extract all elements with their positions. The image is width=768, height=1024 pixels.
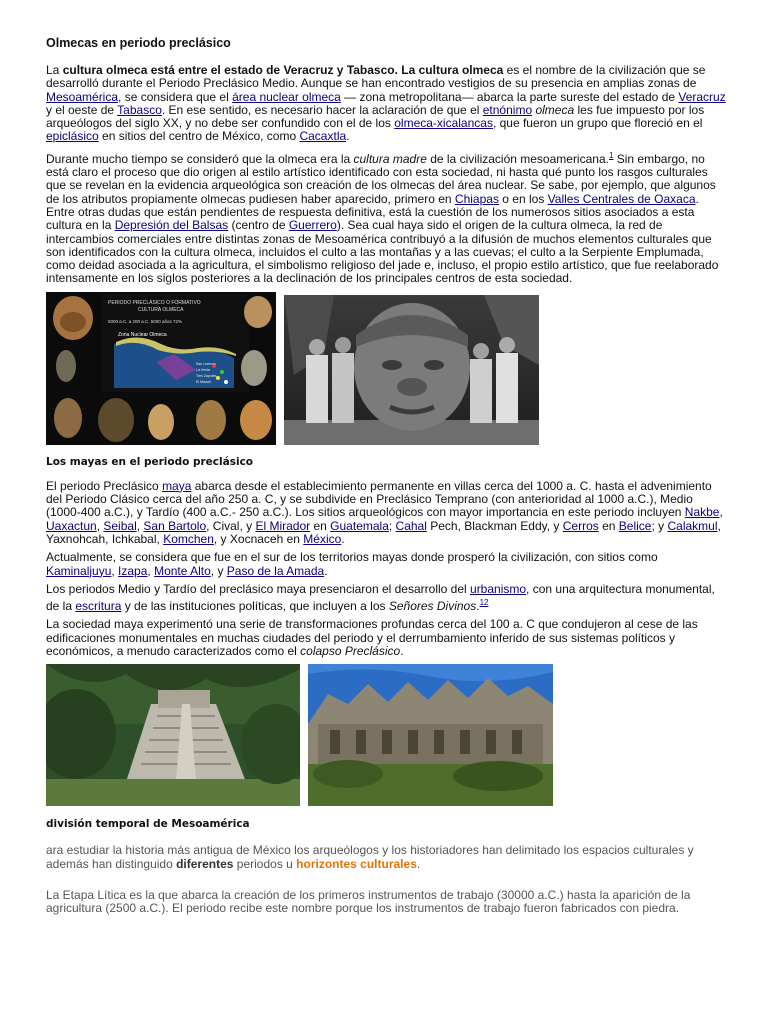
footnote-link[interactable]: 12 [479,598,489,608]
text: . [341,531,345,546]
paragraph-maya-urbanismo [46,583,726,614]
map-subtitle: CULTURA OLMECA [138,306,184,313]
paragraph-maya-preclasico [46,480,726,546]
link-kaminaljuyu[interactable]: Kaminaljuyu [46,563,112,578]
text: La [46,63,63,77]
text: en [310,518,331,533]
link-guatemala[interactable]: Guatemala [330,518,389,533]
text: de la civilización mesoamericana. [426,151,609,166]
subheading-mayas: Los mayas en el periodo preclásico [46,455,254,468]
text: (centro de [228,218,289,233]
link-area-nuclear-olmeca[interactable]: área nuclear olmeca [232,89,341,104]
text: Los periodos Medio y Tardío del preclásico maya presenciaron el desarrollo del [46,581,471,596]
text: , y [210,563,227,578]
text: , con una arquitectura monumental, de la [46,581,715,614]
text: ). Sea cual haya sido el origen de la cultura olmeca, la red de intercambios comerciales entre distintas zonas de Mesoamérica contribuyó a la difusión de muchos elementos culturales que son identificados con la cultura olmeca, incluidos el culto a las montañas y a las cuevas; el culto a la Serpiente Emplumada, como deidad asociada a la agricultura, el simbolismo religioso del jade e, incluso, el propio estilo artístico, que fue reelaborado intensamente en los siglos posteriores a la declinación de los principales centros de esta sociedad. [46,218,719,286]
text: , Yaxnohcah, Ichkabal, [46,518,721,546]
text: . En ese sentido, es necesario hacer la aclaración de que el [161,102,483,117]
text: , [719,505,723,520]
text: Actualmente, se considera que fue en el sur de los territorios mayas donde prosperó la civilización, con sitios como [46,550,658,565]
text: . [416,856,421,871]
text: les fue impuesto por los arqueólogos del siglo XX, y no debe ser confundido con el de los [46,102,705,131]
text: y de las instituciones políticas, que incluyen a los [121,599,389,614]
map-legend-3: Tres Zapotes [196,373,217,378]
text: . Entre otras dudas que están pendientes de respuesta definitiva, está la cuestión de los numerosos sitios asociados a esta cultura en la [46,191,699,233]
link-cerros[interactable]: Cerros [562,518,599,533]
olmeca-image-row [46,292,726,448]
text: La sociedad maya experimentó una serie de transformaciones profundas cerca del 100 a. C que condujeron al cese de las edificaciones monumentales en muchas ciudades del periodo y el derrumbamiento inferido de sus sistemas políticos y económicos, a menudo caracterizados como el [46,617,698,659]
text: y el oeste de [46,102,118,117]
temple-graphic [46,664,300,806]
paragraph-historia-mexico [46,844,726,871]
link-guerrero[interactable]: Guerrero [288,218,337,233]
italic-text: Señores Divinos [388,599,477,614]
colossal-head-photo [284,295,539,445]
link-mesoamerica[interactable]: Mesoamérica [46,89,119,104]
link-el-mirador[interactable]: El Mirador [255,518,311,533]
text: Pech, Blackman Eddy, y [426,518,563,533]
text: , Cival, y [206,518,256,533]
text: es el nombre de la civilización que se desarrolló durante el Periodo Preclásico Medio. Aunque se han encontrado vestigios de su presencia en amplias zonas de [46,63,706,91]
text: ; y [651,518,668,533]
italic-text: cultura madre [353,151,427,166]
link-veracruz[interactable]: Veracruz [678,89,726,104]
link-chiapas[interactable]: Chiapas [454,191,499,206]
link-uaxactun[interactable]: Uaxactun [46,518,97,533]
link-belice[interactable]: Belice [618,518,652,533]
link-calakmul[interactable]: Calakmul [667,518,718,533]
link-paso-de-la-amada[interactable]: Paso de la Amada [226,563,325,578]
text: ; [388,518,396,533]
text: Durante mucho tiempo se consideró que la olmeca era la [46,151,354,166]
text: , [136,518,144,533]
highlight-horizontes-culturales: horizontes culturales [296,856,417,871]
paragraph-olmeca-madre [46,149,726,286]
text: . [400,644,404,659]
footnote-link[interactable]: 1 [608,150,614,160]
link-cacaxtla[interactable]: Cacaxtla [299,129,347,144]
link-olmeca-xicalancas[interactable]: olmeca-xicalancas [394,116,493,131]
link-monte-alto[interactable]: Monte Alto [154,563,211,578]
map-title: PERIODO PRECLÁSICO O FORMATIVO [108,299,201,306]
text: , [147,563,155,578]
link-epiclasico[interactable]: epiclásico [46,129,99,144]
text: , que fueron un grupo que floreció en el [492,116,703,131]
map-legend-1: San Lorenzo [196,361,216,366]
map-zone-label: Zona Nuclear Olmeca [118,331,167,338]
map-legend-2: La Venta [196,367,210,372]
text: , [96,518,104,533]
text: abarca desde el establecimiento permanente en villas cerca del 1000 a. C. hasta el advenimiento del Periodo Clásico cerca del año 250 a. C, y se subdivide en Preclásico Temprano (con anterioridad al 1000 a.C.), Medio (1000-400 a.C.), y Tardío (400 a.C.- 250 a.C.). Los sitios arqueológicos con mayor importancia en este periodo incluyen [46,478,712,520]
italic-text: colapso Preclásico [300,644,401,659]
link-depresion-balsas[interactable]: Depresión del Balsas [114,218,229,233]
link-san-bartolo[interactable]: San Bartolo [143,518,207,533]
text: , [111,563,119,578]
collage-graphic [46,292,276,445]
link-maya[interactable]: maya [162,478,192,493]
text: , y Xocnaceh en [213,531,304,546]
text: . [324,563,328,578]
colossal-head-graphic [284,295,539,445]
text: Sin embargo, no está claro el proceso que dio origen al estilo artístico identificado con esta sociedad, ni hasta qué punto los rasgos culturales que se revelan en la evidencia arqueológica son creación de los olmecas del área nuclear. Se sabe, por ejemplo, que algunos de los atributos propiamente olmecas pudiesen haber aparecido, primero en [46,151,716,206]
link-etnonimo[interactable]: etnónimo [482,102,533,117]
text: en sitios del centro de México, como [98,129,300,144]
text: o en los [498,191,548,206]
olmeca-collage-image [46,292,276,445]
text: ara estudiar la historia más antigua de México los arqueólogos y los historiadores han delimitado los espacios culturales y además han distinguido [46,843,694,871]
link-escritura[interactable]: escritura [75,599,122,614]
text: . [346,129,350,144]
link-mexico[interactable]: México [303,531,342,546]
text: — zona metropolitana— abarca la parte sureste del estado de [340,89,679,104]
paragraph-maya-colapso [46,618,726,658]
text: periodos u [233,856,297,871]
link-urbanismo[interactable]: urbanismo [470,581,527,596]
bold-text: diferentes [176,856,234,871]
link-komchen[interactable]: Komchen [163,531,214,546]
page-title: Olmecas en periodo preclásico [46,36,231,50]
bold-text: cultura olmeca está entre el estado de Veracruz y Tabasco. La cultura olmeca [62,63,504,77]
link-izapa[interactable]: Izapa [118,563,148,578]
subheading-division-temporal: división temporal de Mesoamérica [46,818,250,831]
text: en [598,518,619,533]
link-valles-centrales-oaxaca[interactable]: Valles Centrales de Oaxaca [547,191,696,206]
link-seibal[interactable]: Seibal [103,518,137,533]
text: , se considera que el [118,89,233,104]
uxmal-ruins-photo [308,664,553,806]
link-nakbe[interactable]: Nakbe [684,505,720,520]
palenque-temple-photo [46,664,300,806]
text: El periodo Preclásico [46,478,163,493]
paragraph-maya-sur [46,551,726,578]
ruins-graphic [308,664,553,806]
paragraph-etapa-litica: La Etapa Lítica es la que abarca la creación de los primeros instrumentos de trabajo (30000 a.C.) hasta la aparición de la agricultura (2500 a.C.). El periodo recibe este nombre porque los instrumentos de trabajo fueron fabricados con piedra. [46,887,691,916]
text: . [476,599,480,614]
document-page [46,36,726,921]
link-tabasco[interactable]: Tabasco [117,102,162,117]
map-dates: 5000 a.C. a 200 a.C. 5000 años 72% [108,318,183,324]
maya-image-row [46,664,726,808]
paragraph-olmeca-intro [46,64,726,144]
italic-text: olmeca [535,102,575,117]
map-legend-4: El Manatí [196,379,211,384]
link-cahal[interactable]: Cahal [395,518,427,533]
